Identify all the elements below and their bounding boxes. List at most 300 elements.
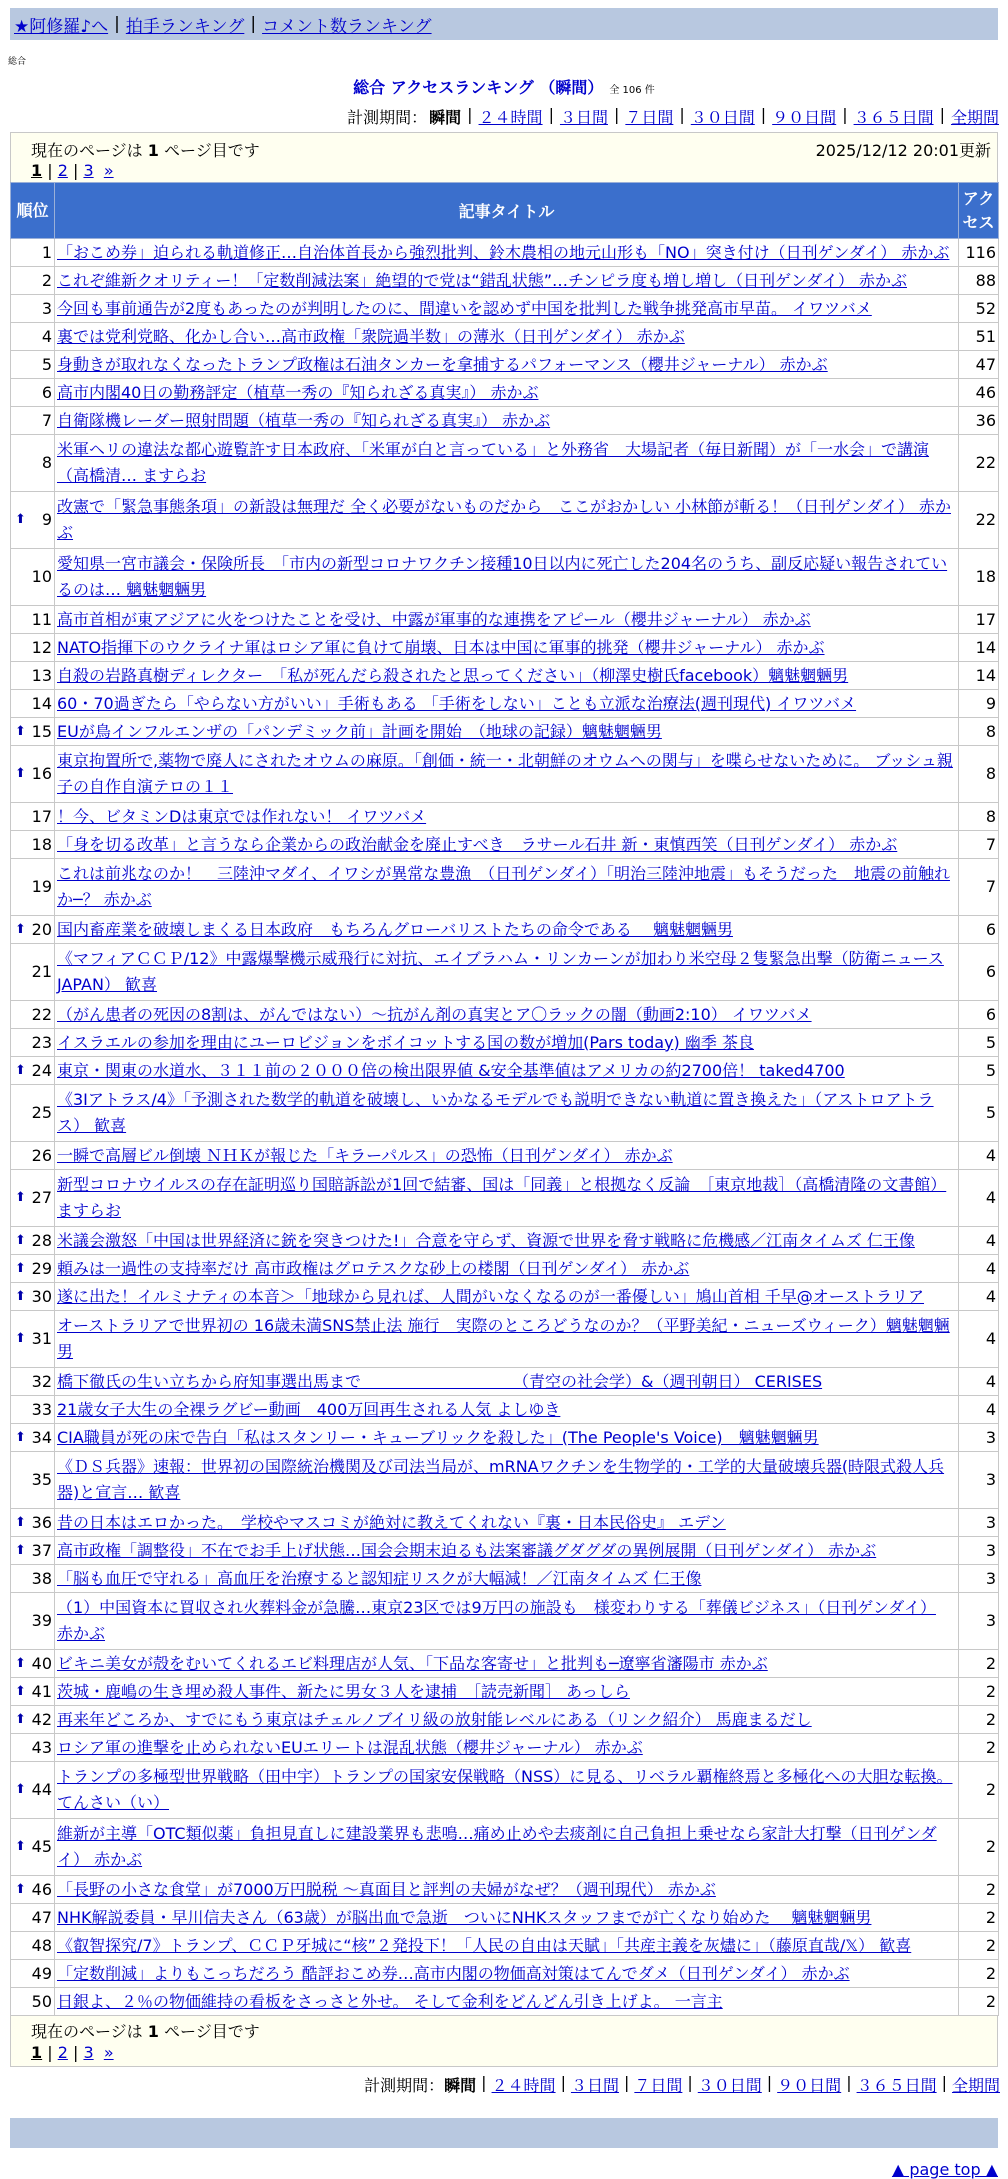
rank-cell <box>11 662 55 690</box>
title-cell <box>55 295 959 323</box>
rank-cell <box>11 1537 55 1565</box>
period-link-30d[interactable]: ３０日間 <box>690 108 755 127</box>
col-access-header: アクセス <box>959 183 999 239</box>
title-cell <box>55 944 959 1001</box>
article-title-link[interactable]: 高市首相が東アジアに火をつけたことを受け、中露が軍事的な連携をアピール（櫻井ジャーナル） 赤かぶ <box>57 609 811 629</box>
title-cell <box>55 1650 959 1678</box>
article-title-link[interactable]: 国内畜産業を破壊しまくる日本政府 もちろんグローバリストたちの命令である 魑魅魍魎男 <box>57 919 733 939</box>
rank-number: 43 <box>31 1737 52 1757</box>
rank-number: 21 <box>31 962 52 981</box>
rank-number: 22 <box>31 1004 52 1024</box>
rank-cell <box>11 859 55 916</box>
rank-number: 16 <box>31 764 52 783</box>
rank-cell <box>11 267 55 295</box>
rank-cell <box>11 1762 55 1819</box>
rank-cell <box>11 1029 55 1057</box>
rank-number: 15 <box>31 721 52 741</box>
access-count: 51 <box>959 323 999 351</box>
access-count: 8 <box>959 803 999 831</box>
article-title-link[interactable]: 遂に出た！イルミナティの本音＞「地球から見れば、人間がいなくなるのが一番優しい」鳩山首相 千早@オーストラリア <box>57 1286 925 1306</box>
access-count: 7 <box>959 859 999 916</box>
article-title-link[interactable]: イスラエルの参加を理由にユーロビジョンをボイコットする国の数が増加(Pars today) 幽季 茶良 <box>57 1032 754 1052</box>
title-cell <box>55 1396 959 1424</box>
article-title-link[interactable]: 高市内閣40日の勤務評定（植草一秀の『知られざる真実』） 赤かぶ <box>57 382 539 402</box>
rank-number: 13 <box>31 665 52 685</box>
rank-number: 42 <box>31 1709 52 1729</box>
rank-cell <box>11 1819 55 1876</box>
article-title-link[interactable]: 頼みは一過性の支持率だけ 高市政権はグロテスクな砂上の楼閣（日刊ゲンダイ） 赤かぶ <box>57 1258 690 1278</box>
table-row <box>11 606 999 634</box>
up-arrow-icon: ⬆ <box>15 1062 26 1078</box>
rank-number: 23 <box>31 1032 52 1052</box>
period-label: 計測期間： <box>364 2076 445 2095</box>
article-title-link[interactable]: 橋下徹氏の生い立ちから府知事選出馬まで （青空の社会学）&（週刊朝日） CERISES <box>57 1371 823 1391</box>
rank-number: 41 <box>31 1681 52 1701</box>
rank-number: 34 <box>31 1427 52 1447</box>
article-title-link[interactable]: 改憲で「緊急事態条項」の新設は無理だ 全く必要がないものだから ここがおかしい 小林節が斬る！（日刊ゲンダイ） 赤かぶ <box>57 497 951 542</box>
title-cell <box>55 1988 959 2016</box>
pager-top: 1 | 2 | 3 » <box>31 161 114 180</box>
rank-number: 45 <box>31 1837 52 1856</box>
access-count: 9 <box>959 690 999 718</box>
period-selector-bottom: 計測期間： 瞬間 | ２４時間 | ３日間 | ７日間 | ３０日間 | ９０日間 | ３６５日間 | 全期間 <box>364 2073 1000 2095</box>
rank-cell <box>11 379 55 407</box>
table-row <box>11 1142 999 1170</box>
table-row <box>11 1762 999 1819</box>
access-count: 3 <box>959 1537 999 1565</box>
title-cell <box>55 916 959 944</box>
access-count: 52 <box>959 295 999 323</box>
table-row <box>11 1819 999 1876</box>
table-row <box>11 1057 999 1085</box>
rank-number: 30 <box>31 1286 52 1306</box>
rank-number: 10 <box>31 567 52 586</box>
access-count: 6 <box>959 944 999 1001</box>
period-link-30d[interactable]: ３０日間 <box>697 2076 762 2095</box>
access-count: 4 <box>959 1311 999 1368</box>
rank-cell <box>11 606 55 634</box>
article-title-link[interactable]: 高市政権「調整役」不在でお手上げ状態…国会会期末迫るも法案審議グダグダの異例展開（日刊ゲンダイ） 赤かぶ <box>57 1540 877 1560</box>
article-title-link[interactable]: NHK解説委員・早川信夫さん（63歳）が脳出血で急逝 ついにNHKスタッフまでが亡くなり始めた 魑魅魍魎男 <box>57 1907 872 1927</box>
rank-number: 36 <box>31 1512 52 1532</box>
updated-timestamp: 2025/12/12 20:01更新 <box>815 141 991 160</box>
rank-cell <box>11 1565 55 1593</box>
access-count: 47 <box>959 351 999 379</box>
rank-number: 27 <box>31 1188 52 1207</box>
rank-number: 19 <box>31 877 52 896</box>
page-top-link[interactable]: ▲ page top ▲ <box>891 2160 998 2179</box>
access-count: 4 <box>959 1255 999 1283</box>
pager-current: 1 <box>31 2043 43 2062</box>
article-title-link[interactable]: NATO指揮下のウクライナ軍はロシア軍に負けて崩壊、日本は中国に軍事的挑発（櫻井ジャーナル） 赤かぶ <box>57 637 825 657</box>
article-title-link[interactable]: 東京・関東の水道水、３１１前の２０００倍の検出限界値 &安全基準値はアメリカの約2700倍！ taked4700 <box>57 1060 845 1080</box>
article-title-link[interactable]: 「身を切る改革」と言うなら企業からの政治献金を廃止すべき ラサール石井 新・東慎西笑（日刊ゲンダイ） 赤かぶ <box>57 834 898 854</box>
article-title-link[interactable]: 愛知県一宮市議会・保険所長 「市内の新型コロナワクチン接種10日以内に死亡した204名のうち、副反応疑い報告されているのは… 魑魅魍魎男 <box>57 554 948 599</box>
table-row <box>11 1650 999 1678</box>
rank-cell <box>11 690 55 718</box>
access-count: 2 <box>959 1960 999 1988</box>
title-cell <box>55 1368 959 1396</box>
article-title-link[interactable]: 茨城・鹿嶋の生き埋め殺人事件、新たに男女３人を逮捕 ［読売新聞］ あっしら <box>57 1681 630 1701</box>
pager-link-3[interactable]: 3 <box>83 2043 94 2062</box>
up-arrow-icon: ⬆ <box>15 1881 26 1897</box>
table-row <box>11 1283 999 1311</box>
current-page-text: 現在のページは 1 ページ目です <box>31 2022 260 2041</box>
rank-cell <box>11 1706 55 1734</box>
article-title-link[interactable]: 身動きが取れなくなったトランプ政権は石油タンカーを拿捕するパフォーマンス（櫻井ジャーナル） 赤かぶ <box>57 354 828 374</box>
rank-number: 49 <box>31 1963 52 1983</box>
up-arrow-icon: ⬆ <box>15 512 26 527</box>
up-arrow-icon: ⬆ <box>15 1190 26 1205</box>
article-title-link[interactable]: EUが鳥インフルエンザの「パンデミック前」計画を開始 （地球の記録）魑魅魍魎男 <box>57 721 662 741</box>
table-row <box>11 1255 999 1283</box>
article-title-link[interactable]: 今回も事前通告が2度もあったのが判明したのに、間違いを認めず中国を批判した戦争挑発高市早苗。 イワツバメ <box>57 298 872 318</box>
table-row <box>11 1960 999 1988</box>
period-link-all[interactable]: 全期間 <box>950 108 999 127</box>
rank-cell <box>11 1085 55 1142</box>
period-current: 瞬間 <box>444 2076 477 2095</box>
footer-bar <box>10 2118 998 2148</box>
title-cell <box>55 1819 959 1876</box>
rank-cell <box>11 1170 55 1227</box>
rank-cell <box>11 1876 55 1904</box>
nav-separator: | <box>114 14 120 34</box>
article-title-link[interactable]: 自衛隊機レーダー照射問題（植草一秀の『知られざる真実』） 赤かぶ <box>57 410 551 430</box>
table-row <box>11 1904 999 1932</box>
period-link-7d[interactable]: ７日間 <box>634 2076 683 2095</box>
table-row <box>11 690 999 718</box>
rank-cell <box>11 1142 55 1170</box>
article-title-link[interactable]: （がん患者の死因の8割は、がんではない）～抗がん剤の真実とア〇ラックの闇（動画2:10） イワツバメ <box>57 1004 812 1024</box>
table-row <box>11 1170 999 1227</box>
rank-cell <box>11 746 55 803</box>
title-cell <box>55 435 959 492</box>
period-label: 計測期間： <box>347 108 428 127</box>
period-link-24h[interactable]: ２４時間 <box>478 108 543 127</box>
title-cell <box>55 1057 959 1085</box>
title-cell <box>55 1593 959 1650</box>
title-cell <box>55 1960 959 1988</box>
title-cell <box>55 1452 959 1509</box>
up-arrow-icon: ⬆ <box>15 1331 26 1346</box>
table-row <box>11 1452 999 1509</box>
up-arrow-icon: ⬆ <box>15 1655 26 1671</box>
article-title-link[interactable]: CIA職員が死の床で告白「私はスタンリー・キューブリックを殺した」(The People's Voice) 魑魅魍魎男 <box>57 1427 819 1447</box>
rank-cell <box>11 1593 55 1650</box>
table-row <box>11 1932 999 1960</box>
rank-cell <box>11 1452 55 1509</box>
article-title-link[interactable]: 昔の日本はエロかった。 学校やマスコミが絶対に教えてくれない『裏・日本民俗史』 エデン <box>57 1512 726 1532</box>
access-count: 22 <box>959 435 999 492</box>
rank-number: 33 <box>31 1399 52 1419</box>
article-title-link[interactable]: 東京拘置所で,薬物で廃人にされたオウムの麻原。「創価・統一・北朝鮮のオウムへの関与」を喋らせないために。 ブッシュ親子の自作自演テロの１１ <box>57 751 953 796</box>
page-title-text: 総合 アクセスランキング （瞬間） <box>353 78 604 97</box>
article-title-link[interactable]: 自殺の岩路真樹ディレクター 「私が死んだら殺されたと思ってください」（柳澤史樹氏facebook）魑魅魍魎男 <box>57 665 849 685</box>
title-cell <box>55 351 959 379</box>
access-count: 2 <box>959 1876 999 1904</box>
title-cell <box>55 1565 959 1593</box>
rank-number: 18 <box>31 834 52 854</box>
table-row <box>11 435 999 492</box>
comment-ranking-link[interactable]: コメント数ランキング <box>262 16 432 37</box>
title-cell <box>55 859 959 916</box>
article-title-link[interactable]: 21歳女子大生の全裸ラグビー動画 400万回再生される人気 よしゆき <box>57 1399 561 1419</box>
access-count: 46 <box>959 379 999 407</box>
up-arrow-icon: ⬆ <box>15 1260 26 1276</box>
rank-number: 8 <box>41 453 52 472</box>
rank-number: 46 <box>31 1879 52 1899</box>
title-cell <box>55 549 959 606</box>
table-row <box>11 1509 999 1537</box>
table-row <box>11 1396 999 1424</box>
title-cell <box>55 492 959 549</box>
access-count: 36 <box>959 407 999 435</box>
table-row <box>11 718 999 746</box>
rank-cell <box>11 435 55 492</box>
home-link[interactable]: ★阿修羅♪へ <box>14 16 109 37</box>
access-count: 8 <box>959 746 999 803</box>
article-title-link[interactable]: 「定数削減」よりもこっちだろう 酷評おこめ券…高市内閣の物価高対策はてんでダメ（日刊ゲンダイ） 赤かぶ <box>57 1963 850 1983</box>
rank-cell <box>11 944 55 1001</box>
rank-cell <box>11 407 55 435</box>
rank-number: 14 <box>31 693 52 713</box>
rank-cell <box>11 1734 55 1762</box>
table-row <box>11 492 999 549</box>
table-row <box>11 1876 999 1904</box>
rank-cell <box>11 1368 55 1396</box>
table-row <box>11 1565 999 1593</box>
current-page-text: 現在のページは 1 ページ目です <box>31 141 260 160</box>
rank-cell <box>11 1678 55 1706</box>
article-title-link[interactable]: 「脳も血圧で守れる」高血圧を治療すると認知症リスクが大幅減！／江南タイムズ 仁王像 <box>57 1568 702 1588</box>
rank-number: 28 <box>31 1230 52 1250</box>
access-count: 2 <box>959 1932 999 1960</box>
site-label: 総合 <box>8 57 27 67</box>
table-row <box>11 831 999 859</box>
up-arrow-icon: ⬆ <box>15 1542 26 1558</box>
up-arrow-icon: ⬆ <box>15 723 26 739</box>
article-title-link[interactable]: 米議会激怒「中国は世界経済に銃を突きつけた!」合意を守らず、資源で世界を脅す戦略に危機感／江南タイムズ 仁王像 <box>57 1230 915 1250</box>
period-link-3d[interactable]: ３日間 <box>559 108 608 127</box>
access-count: 3 <box>959 1509 999 1537</box>
table-row <box>11 803 999 831</box>
title-cell <box>55 1255 959 1283</box>
rank-cell <box>11 1988 55 2016</box>
access-count: 88 <box>959 267 999 295</box>
access-count: 2 <box>959 1734 999 1762</box>
title-cell <box>55 606 959 634</box>
access-count: 3 <box>959 1593 999 1650</box>
access-count: 116 <box>959 239 999 267</box>
access-count: 2 <box>959 1650 999 1678</box>
title-cell <box>55 1085 959 1142</box>
title-cell <box>55 1876 959 1904</box>
access-count: 2 <box>959 1819 999 1876</box>
up-arrow-icon: ⬆ <box>15 1232 26 1248</box>
rank-number: 40 <box>31 1653 52 1673</box>
rank-cell <box>11 1509 55 1537</box>
title-cell <box>55 746 959 803</box>
title-cell <box>55 803 959 831</box>
title-cell <box>55 1904 959 1932</box>
pager-link-2[interactable]: 2 <box>57 161 68 180</box>
rank-number: 11 <box>31 609 52 629</box>
title-cell <box>55 407 959 435</box>
rank-number: 7 <box>41 410 52 430</box>
article-title-link[interactable]: 《叡智探究/7》トランプ、ＣＣＰ牙城に“核”２発投下！「人民の自由は天賦」「共産主義を灰燼に」（藤原直哉/𝕏） 歓喜 <box>57 1935 912 1955</box>
access-count: 2 <box>959 1706 999 1734</box>
pager-next[interactable]: » <box>103 161 114 180</box>
access-count: 17 <box>959 606 999 634</box>
article-title-link[interactable]: 60・70過ぎたら「やらない方がいい」手術もある 「手術をしない」ことも立派な治療法(週刊現代) イワツバメ <box>57 693 857 713</box>
period-link-365d[interactable]: ３６５日間 <box>853 108 934 127</box>
table-row <box>11 859 999 916</box>
access-count: 4 <box>959 1142 999 1170</box>
period-link-3d[interactable]: ３日間 <box>570 2076 619 2095</box>
article-title-link[interactable]: 「おこめ券」迫られる軌道修正…自治体首長から強烈批判、鈴木農相の地元山形も「NO」突き付け（日刊ゲンダイ） 赤かぶ <box>57 242 950 262</box>
access-count: 5 <box>959 1029 999 1057</box>
article-title-link[interactable]: 米軍ヘリの違法な都心遊覧許す日本政府、「米軍が白と言っている」と外務省 大場記者（毎日新聞）が「一水会」で講演（高橋清… ますらお <box>57 440 930 485</box>
article-title-link[interactable]: （1）中国資本に買収され火葬料金が急騰…東京23区では9万円の施設も 様変わりする「葬儀ビジネス」（日刊ゲンダイ） 赤かぶ <box>57 1598 936 1643</box>
pager-next[interactable]: » <box>103 2043 114 2062</box>
article-title-link[interactable]: 新型コロナウイルスの存在証明巡り国賠訴訟が1回で結審、国は「同義」と根拠なく反論 ［東京地裁］（高橋清隆の文書館） ますらお <box>57 1175 947 1220</box>
table-row <box>11 295 999 323</box>
rank-cell <box>11 634 55 662</box>
top-nav-bar <box>10 8 998 40</box>
rank-cell <box>11 239 55 267</box>
article-title-link[interactable]: これぞ維新クオリティー！「定数削減法案」絶望的で党は“錯乱状態”…チンピラ度も増し増し（日刊ゲンダイ） 赤かぶ <box>57 270 907 290</box>
rank-number: 32 <box>31 1371 52 1391</box>
access-count: 22 <box>959 492 999 549</box>
item-count: 全 106 件 <box>609 85 655 96</box>
table-row <box>11 351 999 379</box>
rank-number: 1 <box>41 242 52 262</box>
access-count: 2 <box>959 1762 999 1819</box>
access-count: 14 <box>959 662 999 690</box>
title-cell <box>55 1170 959 1227</box>
article-title-link[interactable]: ビキニ美女が殻をむいてくれるエビ料理店が人気、「下品な客寄せ」と批判も─遼寧省瀋陽市 赤かぶ <box>57 1653 768 1673</box>
table-row <box>11 1678 999 1706</box>
article-title-link[interactable]: 一瞬で高層ビル倒壊 ＮＨＫが報じた「キラーパルス」の恐怖（日刊ゲンダイ） 赤かぶ <box>57 1145 673 1165</box>
rank-cell <box>11 831 55 859</box>
rank-cell <box>11 1396 55 1424</box>
rank-cell <box>11 1057 55 1085</box>
period-link-90d[interactable]: ９０日間 <box>772 108 837 127</box>
up-arrow-icon: ⬆ <box>15 1429 26 1445</box>
title-cell <box>55 1762 959 1819</box>
rank-cell <box>11 1932 55 1960</box>
rank-cell <box>11 492 55 549</box>
rank-cell <box>11 1227 55 1255</box>
article-title-link[interactable]: 《マフィアＣＣＰ/12》中露爆撃機示威飛行に対抗、エイブラハム・リンカーンが加わり米空母２隻緊急出撃（防衛ニュースJAPAN） 歓喜 <box>57 949 944 994</box>
title-cell <box>55 239 959 267</box>
rank-cell <box>11 1311 55 1368</box>
access-count: 18 <box>959 549 999 606</box>
up-arrow-icon: ⬆ <box>15 766 26 781</box>
table-row <box>11 1593 999 1650</box>
rank-number: 38 <box>31 1568 52 1588</box>
period-link-24h[interactable]: ２４時間 <box>491 2076 556 2095</box>
table-row <box>11 1085 999 1142</box>
table-row <box>11 407 999 435</box>
table-row <box>11 1537 999 1565</box>
article-title-link[interactable]: 日銀よ、２％の物価維持の看板をさっさと外せ。 そして金利をどんどん引き上げよ。 一言主 <box>57 1991 723 2011</box>
access-count: 4 <box>959 1227 999 1255</box>
article-title-link[interactable]: ロシア軍の進撃を止められないEUエリートは混乱状態（櫻井ジャーナル） 赤かぶ <box>57 1737 643 1757</box>
rank-number: 24 <box>31 1060 52 1080</box>
title-cell <box>55 1509 959 1537</box>
article-title-link[interactable]: 《ＤＳ兵器》速報：世界初の国際統治機関及び司法当局が、mRNAワクチンを生物学的・工学的大量破壊兵器(時限式殺人兵器)と宣言… 歓喜 <box>57 1457 945 1502</box>
page-info-bottom <box>10 2016 998 2067</box>
rank-number: 35 <box>31 1470 52 1489</box>
title-cell <box>55 662 959 690</box>
pager-link-3[interactable]: 3 <box>83 161 94 180</box>
access-count: 4 <box>959 1396 999 1424</box>
rank-cell <box>11 295 55 323</box>
rank-number: 26 <box>31 1145 52 1165</box>
table-row <box>11 1988 999 2016</box>
title-cell <box>55 690 959 718</box>
access-count: 5 <box>959 1057 999 1085</box>
title-cell <box>55 718 959 746</box>
title-cell <box>55 1537 959 1565</box>
article-title-link[interactable]: トランプの多極型世界戦略（田中宇）トランプの国家安保戦略（NSS）に見る、リベラル覇権終焉と多極化への大胆な転換。 てんさい（い） <box>57 1767 953 1812</box>
period-link-7d[interactable]: ７日間 <box>625 108 674 127</box>
rank-number: 2 <box>41 270 52 290</box>
rank-cell <box>11 1424 55 1452</box>
title-cell <box>55 1932 959 1960</box>
access-count: 6 <box>959 1001 999 1029</box>
period-link-365d[interactable]: ３６５日間 <box>856 2076 937 2095</box>
article-title-link[interactable]: 「長野の小さな食堂」が7000万円脱税 ～真面目と評判の夫婦がなぜ？（週刊現代） 赤かぶ <box>57 1879 716 1899</box>
rank-cell <box>11 1001 55 1029</box>
table-row <box>11 323 999 351</box>
title-cell <box>55 1142 959 1170</box>
title-cell <box>55 267 959 295</box>
rank-number: 9 <box>41 510 52 529</box>
rank-cell <box>11 1650 55 1678</box>
article-title-link[interactable]: ！今、ビタミンDは東京では作れない！ イワツバメ <box>57 806 427 826</box>
article-title-link[interactable]: 再来年どころか、すでにもう東京はチェルノブイリ級の放射能レベルにある（リンク紹介） 馬鹿まるだし <box>57 1709 812 1729</box>
rank-cell <box>11 351 55 379</box>
clap-ranking-link[interactable]: 拍手ランキング <box>125 16 245 37</box>
access-count: 4 <box>959 1170 999 1227</box>
title-cell <box>55 323 959 351</box>
table-row <box>11 1424 999 1452</box>
rank-number: 37 <box>31 1540 52 1560</box>
pager-link-2[interactable]: 2 <box>57 2043 68 2062</box>
table-row <box>11 1368 999 1396</box>
rank-number: 5 <box>41 354 52 374</box>
access-count: 4 <box>959 1283 999 1311</box>
rank-number: 4 <box>41 326 52 346</box>
page-title <box>0 75 1008 98</box>
article-title-link[interactable]: 維新が主導「OTC類似薬」負担見直しに建設業界も悲鳴…痛め止めや去痰剤に自己負担上乗せなら家計大打撃（日刊ゲンダイ） 赤かぶ <box>57 1824 937 1869</box>
article-title-link[interactable]: オーストラリアで世界初の 16歳未満SNS禁止法 施行 実際のところどうなのか？（平野美紀・ニューズウィーク）魑魅魍魎男 <box>57 1316 950 1361</box>
table-row <box>11 1001 999 1029</box>
pager-bottom: 1 | 2 | 3 » <box>31 2043 114 2062</box>
period-link-90d[interactable]: ９０日間 <box>777 2076 842 2095</box>
period-link-all[interactable]: 全期間 <box>951 2076 1000 2095</box>
article-title-link[interactable]: 裏では党利党略、化かし合い…高市政権「衆院過半数」の薄氷（日刊ゲンダイ） 赤かぶ <box>57 326 685 346</box>
table-row <box>11 1311 999 1368</box>
access-count: 14 <box>959 634 999 662</box>
rank-number: 25 <box>31 1103 52 1122</box>
article-title-link[interactable]: これは前兆なのか！ 三陸沖マダイ、イワシが異常な豊漁 （日刊ゲンダイ）「明治三陸沖地震」もそうだった 地震の前触れか─？ 赤かぶ <box>57 864 950 909</box>
rank-cell <box>11 1904 55 1932</box>
article-title-link[interactable]: 《3Iアトラス/4》「予測された数学的軌道を破壊し、いかなるモデルでも説明できない軌道に置き換えた」（アストロアトラス） 歓喜 <box>57 1090 934 1135</box>
title-cell <box>55 1678 959 1706</box>
